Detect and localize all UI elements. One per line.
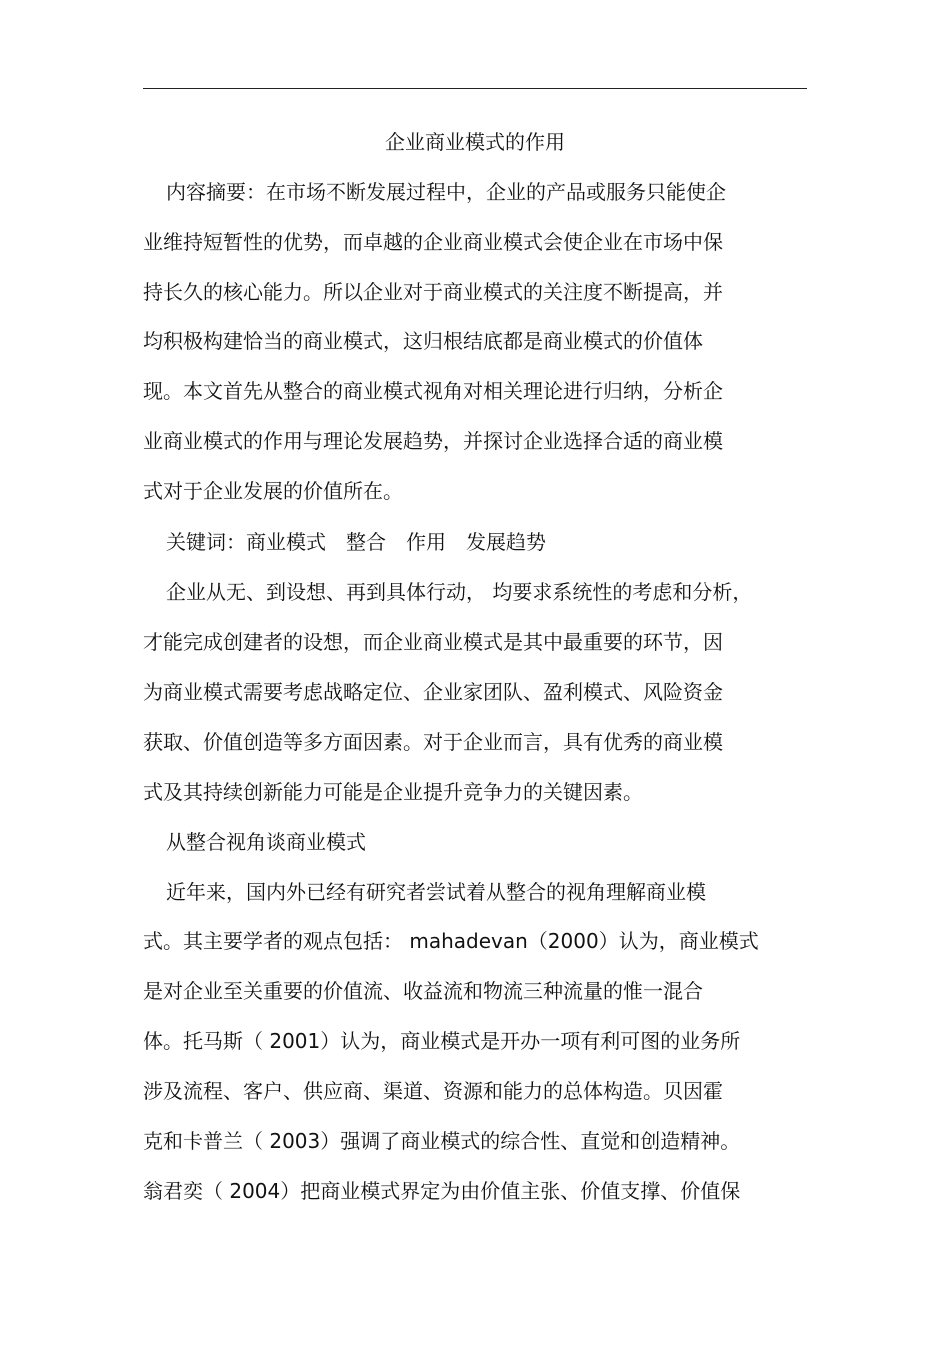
abstract-line: 持长久的核心能力。所以企业对于商业模式的关注度不断提高，并	[143, 280, 723, 304]
body-line: 获取、价值创造等多方面因素。对于企业而言，具有优秀的商业模	[143, 730, 723, 754]
abstract-line: 业商业模式的作用与理论发展趋势，并探讨企业选择合适的商业模	[143, 429, 723, 453]
body-line: 式及其持续创新能力可能是企业提升竞争力的关键因素。	[143, 780, 643, 804]
header-rule	[143, 88, 807, 89]
body-line: 式。其主要学者的观点包括： mahadevan（2000）认为，商业模式	[143, 929, 759, 953]
abstract-line: 业维持短暂性的优势，而卓越的企业商业模式会使企业在市场中保	[143, 230, 723, 254]
body-line: 克和卡普兰（ 2003）强调了商业模式的综合性、直觉和创造精神。	[143, 1129, 741, 1153]
body-line: 涉及流程、客户、供应商、渠道、资源和能力的总体构造。贝因霍	[143, 1079, 723, 1103]
abstract-line: 现。本文首先从整合的商业模式视角对相关理论进行归纳，分析企	[143, 379, 723, 403]
keywords-line: 关键词：商业模式 整合 作用 发展趋势	[166, 530, 546, 554]
section-heading: 从整合视角谈商业模式	[166, 830, 366, 854]
body-line: 企业从无、到设想、再到具体行动， 均要求系统性的考虑和分析，	[166, 580, 753, 604]
abstract-line: 均积极构建恰当的商业模式，这归根结底都是商业模式的价值体	[143, 329, 703, 353]
document-title: 企业商业模式的作用	[385, 130, 565, 154]
body-line: 体。托马斯（ 2001）认为，商业模式是开办一项有利可图的业务所	[143, 1029, 741, 1053]
abstract-line: 式对于企业发展的价值所在。	[143, 479, 403, 503]
body-line: 翁君奕（ 2004）把商业模式界定为由价值主张、价值支撑、价值保	[143, 1179, 741, 1203]
abstract-line: 内容摘要：在市场不断发展过程中，企业的产品或服务只能使企	[166, 180, 726, 204]
body-line: 近年来，国内外已经有研究者尝试着从整合的视角理解商业模	[166, 880, 706, 904]
body-line: 才能完成创建者的设想，而企业商业模式是其中最重要的环节，因	[143, 630, 723, 654]
body-line: 是对企业至关重要的价值流、收益流和物流三种流量的惟一混合	[143, 979, 703, 1003]
body-line: 为商业模式需要考虑战略定位、企业家团队、盈利模式、风险资金	[143, 680, 723, 704]
